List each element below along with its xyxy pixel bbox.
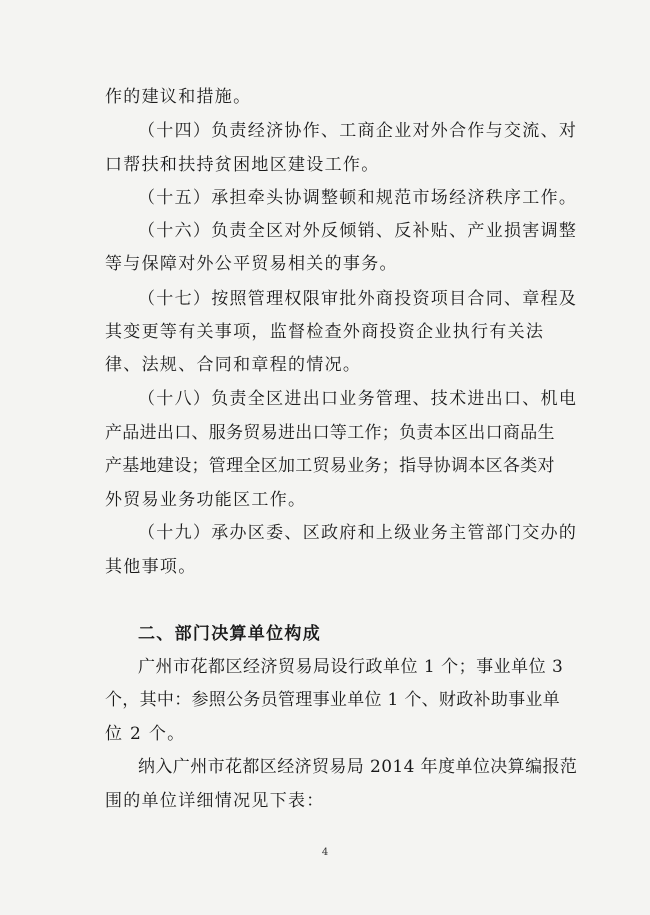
text-line: 等与保障对外公平贸易相关的事务。 [105, 254, 398, 274]
text-line: 其他事项。 [105, 557, 197, 577]
text-line: 产品进出口、服务贸易进出口等工作；负责本区出口商品生 [105, 423, 555, 443]
text-line: 位 2 个。 [105, 724, 186, 744]
page-number: 4 [321, 847, 329, 858]
text-line: （十九）承办区委、区政府和上级业务主管部门交办的 [138, 523, 578, 543]
text-line: （十五）承担牵头协调整顿和规范市场经济秩序工作。 [138, 188, 578, 208]
text-line: （十八）负责全区进出口业务管理、技术进出口、机电 [138, 389, 578, 409]
text-line: 广州市花都区经济贸易局设行政单位 1 个；事业单位 3 [138, 657, 564, 677]
text-line: （十六）负责全区对外反倾销、反补贴、产业损害调整 [138, 221, 578, 241]
text-line: 其变更等有关事项，监督检查外商投资企业执行有关法 [105, 322, 545, 342]
text-line: 围的单位详细情况见下表： [105, 791, 325, 811]
text-line: 产基地建设；管理全区加工贸易业务；指导协调本区各类对 [105, 456, 555, 476]
section-heading: 二、部门决算单位构成 [138, 624, 321, 644]
text-line: 口帮扶和扶持贫困地区建设工作。 [105, 155, 380, 175]
text-line: 作的建议和措施。 [105, 87, 252, 107]
text-line: 个，其中：参照公务员管理事业单位 1 个、财政补助事业单 [105, 690, 561, 710]
text-line: 律、法规、合同和章程的情况。 [105, 355, 362, 375]
text-line: 纳入广州市花都区经济贸易局 2014 年度单位决算编报范 [138, 757, 578, 777]
text-line: （十四）负责经济协作、工商企业对外合作与交流、对 [138, 121, 578, 141]
text-line: 外贸易业务功能区工作。 [105, 490, 307, 510]
text-line: （十七）按照管理权限审批外商投资项目合同、章程及 [138, 289, 578, 309]
